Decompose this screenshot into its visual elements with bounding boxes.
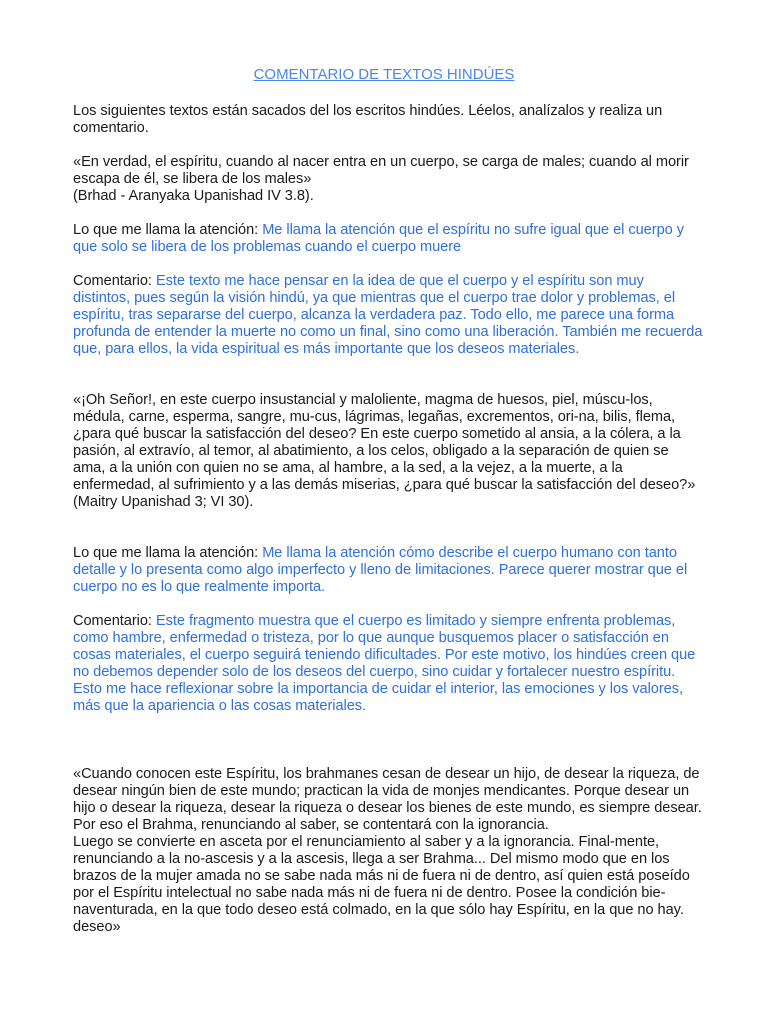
attention-1-text: Me llama la atención que el espíritu no sufre igual que el cuerpo y que solo se libera de los problemas cuando el cuerpo muere <box>73 222 684 255</box>
comment-2-label: Comentario: <box>73 613 156 629</box>
attention-2-label: Lo que me llama la atención: <box>73 545 263 561</box>
comment-1-text: Este texto me hace pensar en la idea de que el cuerpo y el espíritu son muy distintos, pues según la visión hindú, ya que mientras que el cuerpo trae dolor y problemas, el espíritu, tras separarse del cuerpo, alcanza la verdadera paz. Todo ello, me parece una forma profunda de entender la muerte no como un final, sino como una liberación. También me recuerda que, para ellos, la vida espiritual es más importante que los deseos materiales. <box>73 273 703 357</box>
quote-1-source: (Brhad - Aranyaka Upanishad IV 3.8). <box>73 188 314 204</box>
intro-paragraph: Los siguientes textos están sacados del los escritos hindúes. Léelos, analízalos y realiza un comentario. <box>73 103 663 136</box>
comment-1 <box>73 273 703 358</box>
comment-1-label: Comentario: <box>73 273 156 289</box>
attention-1-label: Lo que me llama la atención: <box>73 222 263 238</box>
attention-2-text: Me llama la atención cómo describe el cuerpo humano con tanto detalle y lo presenta como algo imperfecto y lleno de limitaciones. Parece querer mostrar que el cuerpo no es lo que realmente importa. <box>73 545 688 595</box>
quote-1 <box>73 154 703 205</box>
quote-3-paragraph-2: Luego se convierte en asceta por el renunciamiento al saber y a la ignorancia. Final-mente, renunciando a la no-ascesis y a la ascesis, llega a ser Brahma... Del mismo modo que en los brazos de la mujer amada no se sabe nada más ni de fuera ni de dentro, así quien está poseído por el Espíritu intelectual no sabe nada más ni de fuera ni de dentro. Posee la condición bie-naventurada, en la que todo deseo está colmado, en la que sólo hay Espíritu, en la que no hay. deseo» <box>73 834 690 935</box>
document-title: COMENTARIO DE TEXTOS HINDÚES <box>253 66 515 83</box>
quote-2-source: (Maitry Upanishad 3; VI 30). <box>73 494 254 510</box>
attention-1 <box>73 222 703 256</box>
quote-1-text: «En verdad, el espíritu, cuando al nacer entra en un cuerpo, se carga de males; cuando al morir escapa de él, se libera de los males» <box>73 154 689 187</box>
quote-3-paragraph-1: «Cuando conocen este Espíritu, los brahmanes cesan de desear un hijo, de desear la riqueza, de desear ningún bien de este mundo; practican la vida de monjes mendicantes. Porque desear un hijo o desear la riqueza, desear la riqueza o desear los bienes de este mundo, es siempre desear. Por eso el Brahma, renunciando al saber, se contentará con la ignorancia. <box>73 766 702 833</box>
quote-3 <box>73 766 703 936</box>
attention-2 <box>73 545 703 596</box>
comment-2-text: Este fragmento muestra que el cuerpo es limitado y siempre enfrenta problemas, como hambre, enfermedad o tristeza, por lo que aunque busquemos placer o satisfacción en cosas materiales, el cuerpo seguirá teniendo dificultades. Por este motivo, los hindúes creen que no debemos depender solo de los deseos del cuerpo, sino cuidar y fortalecer nuestro espíritu. Esto me hace reflexionar sobre la importancia de cuidar el interior, las emociones y los valores, más que la apariencia o las cosas materiales. <box>73 613 696 714</box>
quote-2-text: «¡Oh Señor!, en este cuerpo insustancial y maloliente, magma de huesos, piel, múscu-los, médula, carne, esperma, sangre, mu-cus, lágrimas, legañas, excrementos, ori-na, bilis, flema, ¿para qué buscar la satisfacción del deseo? En este cuerpo sometido al ansia, a la cólera, a la pasión, al extravío, al temor, al abatimiento, a los celos, obligado a la separación de quien se ama, a la unión con quien no se ama, al hambre, a la sed, a la vejez, a la muerte, a la enfermedad, al sufrimiento y a las demás miserias, ¿para qué buscar la satisfacción del deseo?» <box>73 392 696 493</box>
comment-2 <box>73 613 703 715</box>
quote-2 <box>73 392 703 511</box>
